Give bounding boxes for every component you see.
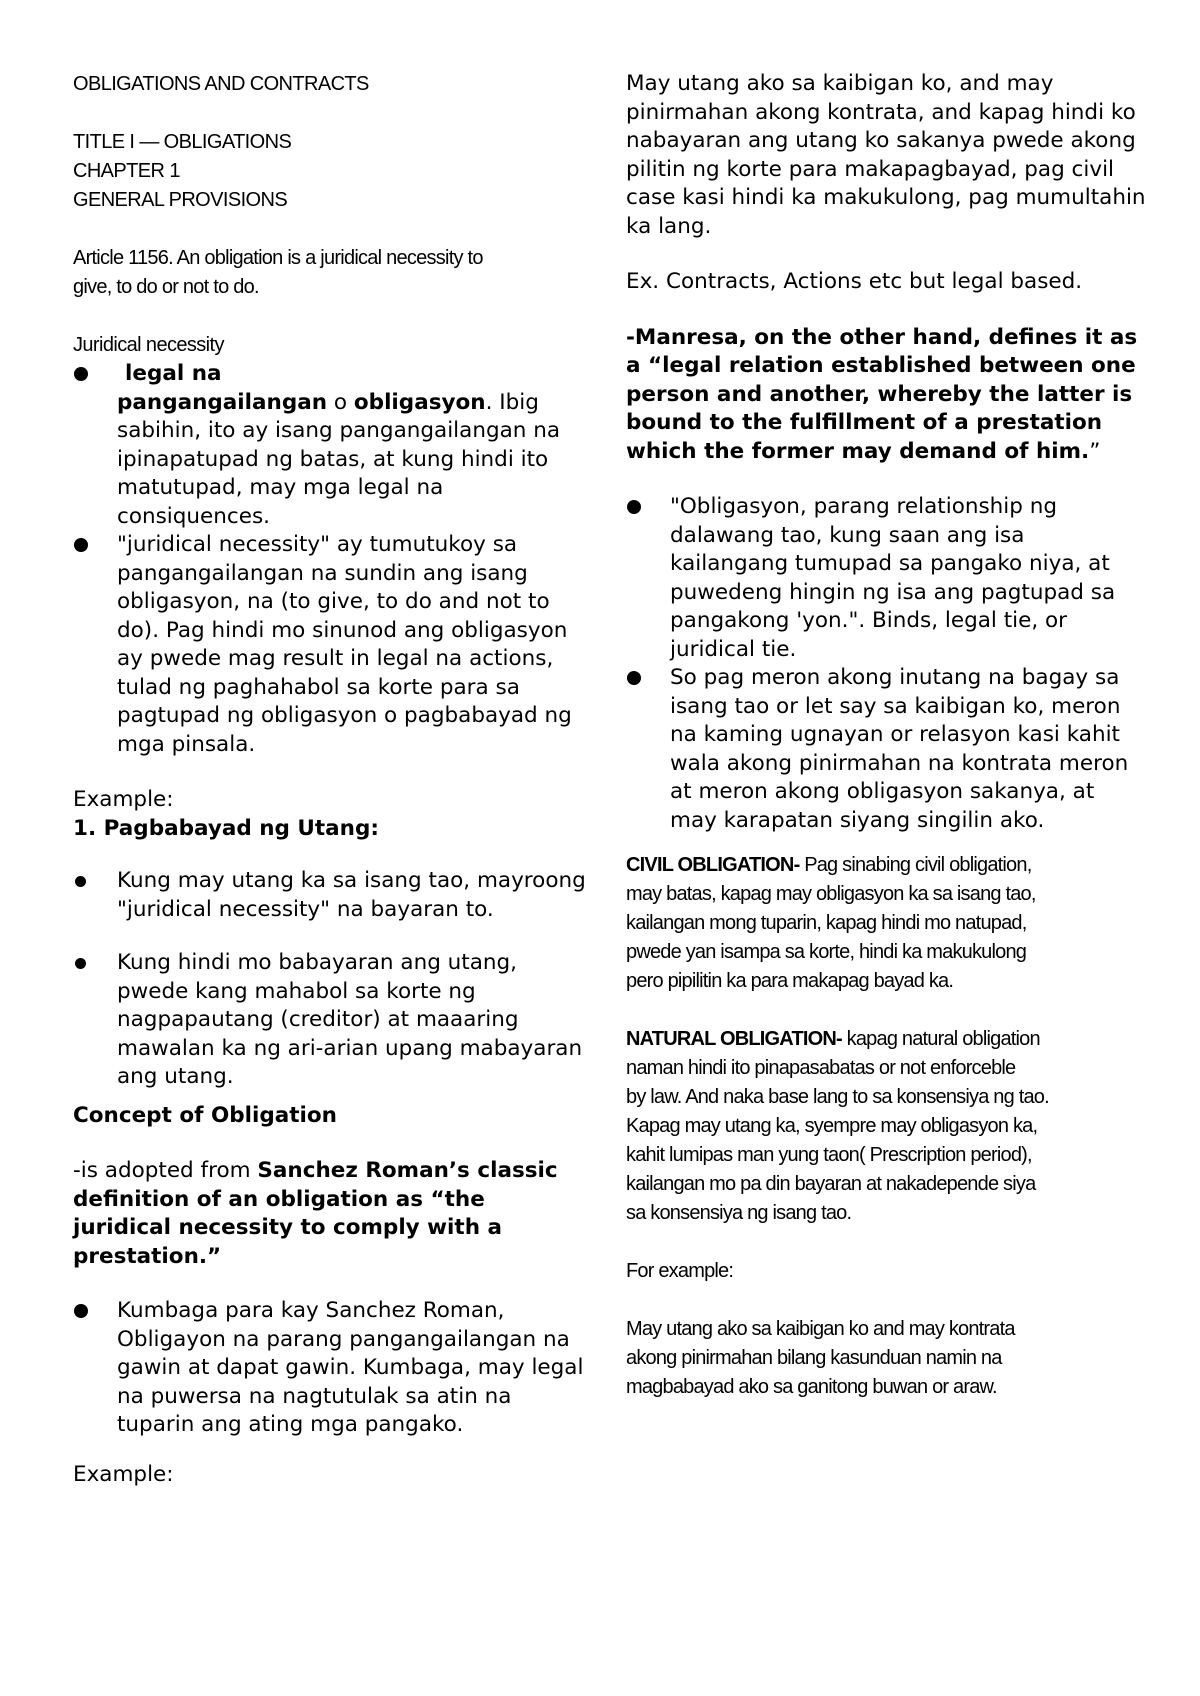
- bullet-icon: [627, 500, 641, 514]
- bullet-icon: [74, 538, 88, 552]
- list-item: Kung hindi mo babayaran ang utang, pwede kang mahabol sa korte ng nagpapautang (creditor) at maaaring mawalan ka ng ari-arian upang mabayaran ang utang.: [73, 949, 588, 1092]
- section-heading: GENERAL PROVISIONS: [73, 189, 288, 211]
- title-heading: TITLE I — OBLIGATIONS: [73, 131, 292, 153]
- natural-obligation: NATURAL OBLIGATION- kapag natural obligation naman hindi ito pinapasabatas or not enforceble by law. And naka base lang to sa konsensiya ng tao. Kapag may utang ka, syempre may obligasyon ka, kahit lumipas man yung taon( Prescription period), kailangan mo pa din bayaran at nakadepende siya sa konsensiya ng isang tao.: [626, 1028, 1049, 1224]
- bullet-icon: [627, 671, 641, 685]
- list-item: legal na pangangailangan o obligasyon. Ibig sabihin, ito ay isang pangangailangan na ipinapatupad ng batas, at kung hindi ito matutupad, may mga legal na consiquences.: [73, 360, 588, 531]
- list-item: Kumbaga para kay Sanchez Roman, Obligayon na parang pangangailangan na gawin at dapat gawin. Kumbaga, may legal na puwersa na nagtutulak sa atin na tuparin ang ating mga pangako.: [73, 1297, 588, 1440]
- contracts-paragraph: Ex. Contracts, Actions etc but legal based.: [626, 269, 1083, 294]
- concept-definition: -is adopted from Sanchez Roman’s classic definition of an obligation as “the juridical necessity to comply with a prestation.”: [73, 1158, 558, 1269]
- article-1156-line2: give, to do or not to do.: [73, 276, 259, 298]
- chapter-heading: CHAPTER 1: [73, 160, 180, 182]
- juridical-bullets: [73, 360, 588, 759]
- bullet-icon: [75, 876, 86, 887]
- manresa-definition: -Manresa, on the other hand, defines it as a “legal relation established between one person and another, whereby the latter is bound to the fulfillment of a prestation which the former may demand of him.”: [626, 324, 1138, 464]
- right-column: [626, 70, 1146, 1402]
- juridical-necessity-heading: Juridical necessity: [73, 334, 224, 356]
- left-column: [73, 70, 588, 1489]
- for-example-label: For example:: [626, 1260, 734, 1282]
- civil-obligation: CIVIL OBLIGATION- Pag sinabing civil obligation, may batas, kapag may obligasyon ka sa isang tao, kailangan mong tuparin, kapag hindi mo natupad, pwede yan isampa sa korte, hindi ka makukulong pero pipilitin ka para makapag bayad ka.: [626, 854, 1036, 992]
- doc-title: OBLIGATIONS AND CONTRACTS: [73, 73, 369, 95]
- bullet-icon: [74, 1304, 88, 1318]
- manresa-bullets: [626, 493, 1146, 835]
- example-label: Example:: [73, 787, 174, 812]
- bullet-icon: [74, 367, 88, 381]
- example-label: Example:: [73, 1461, 174, 1487]
- article-1156-line1: Article 1156. An obligation is a juridical necessity to: [73, 247, 483, 269]
- list-item: "juridical necessity" ay tumutukoy sa pangangailangan na sundin ang isang obligasyon, na (to give, to do and not to do). Pag hindi mo sinunod ang obligasyon ay pwede mag result in legal na actions, tulad ng paghahabol sa korte para sa pagtupad ng obligasyon o pagbabayad ng mga pinsala.: [73, 531, 588, 759]
- concept-heading: Concept of Obligation: [73, 1102, 337, 1128]
- list-item: "Obligasyon, parang relationship ng dalawang tao, kung saan ang isa kailangang tumupad sa pangako niya, at puwedeng hingin ng isa ang pagtupad sa pangakong 'yon.". Binds, legal tie, or juridical tie.: [626, 493, 1146, 664]
- example-1-heading: 1. Pagbabayad ng Utang:: [73, 815, 379, 841]
- utang-paragraph: May utang ako sa kaibigan ko, and may pinirmahan akong kontrata, and kapag hindi ko nabayaran ang utang ko sakanya pwede akong pilitin ng korte para makapagbayad, pag civil case kasi hindi ka makukulong, pag mumultahin ka lang.: [626, 71, 1146, 239]
- list-item: So pag meron akong inutang na bagay sa isang tao or let say sa kaibigan ko, meron na kaming ugnayan or relasyon kasi kahit wala akong pinirmahan na kontrata meron at meron akong obligasyon sakanya, at may karapatan siyang singilin ako.: [626, 664, 1146, 835]
- example-paragraph: May utang ako sa kaibigan ko and may kontrata akong pinirmahan bilang kasunduan namin na magbabayad ako sa ganitong buwan or araw.: [626, 1318, 1015, 1398]
- utang-bullets: [73, 867, 588, 1092]
- list-item: Kung may utang ka sa isang tao, mayroong "juridical necessity" na bayaran to.: [73, 867, 588, 924]
- bullet-icon: [75, 958, 86, 969]
- concept-bullets: [73, 1297, 588, 1440]
